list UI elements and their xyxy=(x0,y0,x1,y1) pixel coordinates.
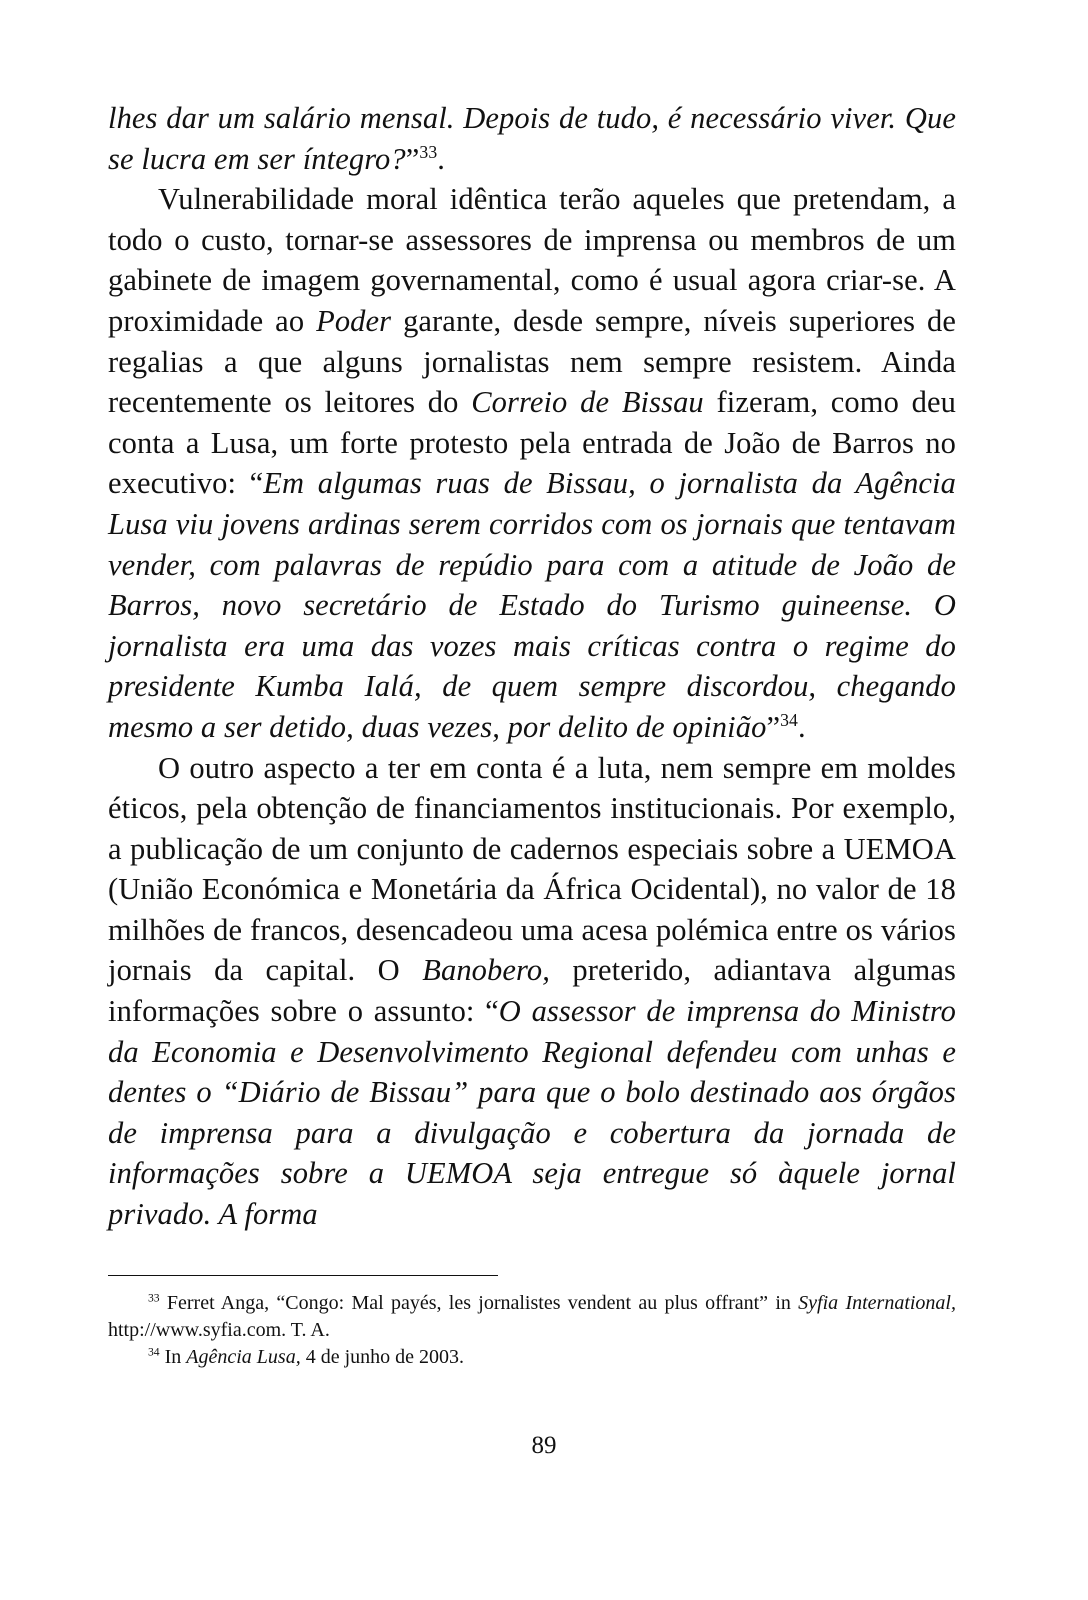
footnote-34 xyxy=(108,1344,956,1371)
footnote-number: 33 xyxy=(148,1290,160,1304)
footnote-33 xyxy=(108,1290,956,1344)
footnote-separator xyxy=(108,1275,498,1276)
paragraph-2 xyxy=(108,179,956,747)
text-segment: garante, desde sempre, níveis superiores de regalias a que alguns jornalistas nem sempre resistem. Ainda recentemente os leitores do xyxy=(108,303,956,420)
italic-term-poder: Poder xyxy=(316,303,392,338)
body-text xyxy=(108,98,956,1235)
footnote-url: http://www.syfia.com. T. A. xyxy=(108,1318,330,1341)
period: . xyxy=(437,141,446,176)
text-segment: fizeram, como deu conta a Lusa, um forte protesto pela entrada de João de Barros no executivo: “ xyxy=(108,385,956,501)
newspaper-title-correio: Correio de Bissau xyxy=(471,385,704,420)
text-segment: preterido, adiantava algumas informações sobre o assunto: “ xyxy=(108,953,956,1029)
footnote-number: 34 xyxy=(148,1344,160,1358)
lusa-quote: Em algumas ruas de Bissau, o jornalista da Agência Lusa viu jovens ardinas serem corridos com os jornais que tentavam vender, com palavras de repúdio para com a atitude de João de Barros, novo secretário de Estado do Turismo guineense. O jornalista era uma das vozes mais críticas contra o regime do presidente Kumba Ialá, de quem sempre discordou, chegando mesmo a ser detido, duas vezes, por delito de opinião xyxy=(108,466,956,744)
footnote-source: Agência Lusa, xyxy=(186,1345,301,1368)
footnote-date: 4 de junho de 2003. xyxy=(300,1345,465,1368)
page-number: 89 xyxy=(531,1432,557,1459)
paragraph-1 xyxy=(108,98,956,179)
quote-continuation: lhes dar um salário mensal. Depois de tudo, é necessário viver. Que se lucra em ser íntegro? xyxy=(108,101,956,176)
footnote-ref-34: 34 xyxy=(780,709,798,730)
closing-quote: ” xyxy=(766,709,781,744)
footnotes xyxy=(108,1290,956,1371)
paragraph-3 xyxy=(108,748,956,1235)
text-segment: O outro aspecto a ter em conta é a luta, nem sempre em moldes éticos, pela obtenção de financiamentos institucionais. Por exemplo, a publicação de um conjunto de cadernos especiais sobre a UEMOA (União Económica e Monetária da África Ocidental), no valor de 18 milhões de francos, desencadeou uma acesa polémica entre os vários jornais da capital. O xyxy=(108,750,956,988)
text-segment: Vulnerabilidade moral idêntica terão aqueles que pretendam, a todo o custo, tornar-se assessores de imprensa ou membros de um gabinete de imagem governamental, como é usual agora criar-se. A proximidade ao xyxy=(108,182,956,338)
banobero-quote: O assessor de imprensa do Ministro da Economia e Desenvolvimento Regional defendeu com unhas e dentes o “Diário de Bissau” para que o bolo destinado aos órgãos de imprensa para a divulgação e cobertura da jornada de informações sobre a UEMOA seja entregue só àquele jornal privado. A forma xyxy=(108,994,956,1232)
footnote-ref-33: 33 xyxy=(419,141,438,162)
footnote-text: Ferret Anga, “Congo: Mal payés, les jornalistes vendent au plus offrant” in xyxy=(159,1291,799,1314)
newspaper-title-banobero: Banobero, xyxy=(422,953,550,988)
closing-quote: ” xyxy=(405,141,420,176)
period: . xyxy=(797,709,806,744)
footnote-text: In xyxy=(159,1345,187,1368)
footnote-source: Syfia International, xyxy=(798,1291,956,1314)
